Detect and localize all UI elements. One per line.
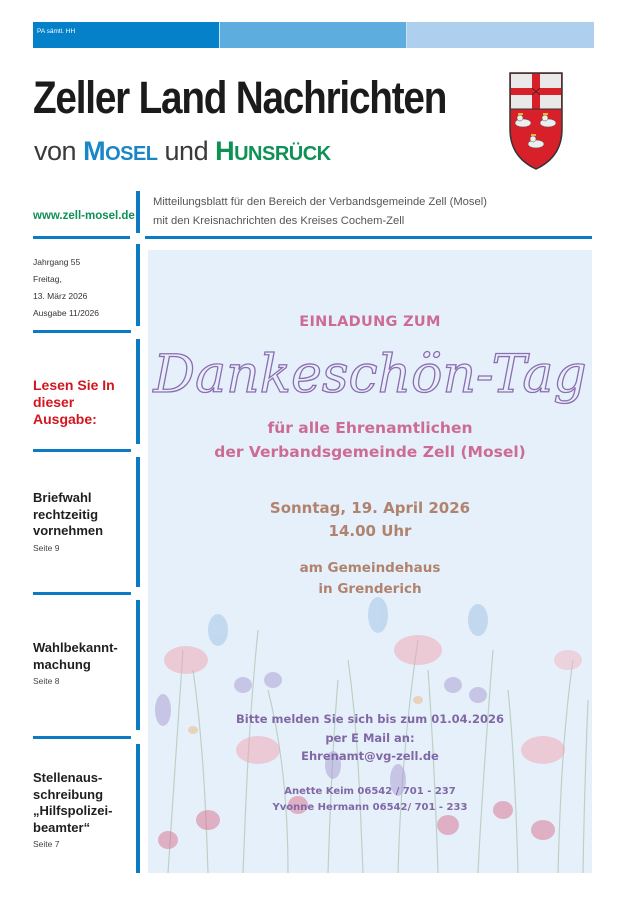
subtitle-hunsrueck: HUNSRÜCK (215, 136, 331, 166)
teaser-wahlbekanntmachung[interactable] (33, 640, 133, 686)
subtitle-mosel: MOSEL (83, 136, 158, 166)
teaser-page: Seite 9 (33, 542, 60, 553)
divider-vertical (136, 600, 140, 730)
divider-vertical (136, 191, 140, 233)
band-segment-dark (33, 22, 219, 48)
band-segment-light (406, 22, 594, 48)
subtitle-und: und (164, 136, 209, 166)
band-label: PA sämtl. HH (37, 28, 76, 35)
svg-text:Dankeschön-Tag: Dankeschön-Tag (153, 345, 587, 405)
issue-date: 13. März 2026 (33, 291, 88, 301)
audience-line-1: für alle Ehrenamtlichen (267, 419, 473, 437)
event-time: 14.00 Uhr (328, 522, 412, 540)
divider-horizontal (33, 736, 131, 739)
band-segment-mid (219, 22, 406, 48)
rsvp-line-2: per E Mail an: (325, 731, 415, 745)
issue-number: Ausgabe 11/2026 (33, 308, 100, 318)
contact-yvonne-hermann: Yvonne Hermann 06542/ 701 - 233 (272, 802, 468, 813)
divider-vertical (136, 457, 140, 587)
divider-horizontal (33, 236, 130, 239)
invitation-label: EINLADUNG ZUM (299, 314, 441, 330)
audience-line-2: der Verbandsgemeinde Zell (Mosel) (214, 443, 526, 461)
divider-vertical (136, 744, 140, 873)
issue-metadata (33, 254, 99, 322)
volume: Jahrgang 55 (33, 257, 81, 267)
teaser-stellenausschreibung[interactable] (33, 770, 133, 849)
teaser-page: Seite 8 (33, 676, 60, 686)
newspaper-subtitle (34, 136, 331, 167)
coat-of-arms-icon (508, 71, 564, 171)
rsvp-email[interactable]: Ehrenamt@vg-zell.de (301, 749, 439, 763)
teaser-title: Stellenaus- schreibung „Hilfspolizei- beamter“ (33, 770, 113, 835)
website-link[interactable]: www.zell-mosel.de (33, 210, 135, 222)
top-color-band (33, 22, 594, 48)
contact-anette-keim: Anette Keim 06542 / 701 - 237 (284, 786, 456, 797)
event-place-line-1: am Gemeindehaus (299, 560, 441, 576)
teaser-title: Wahlbekannt- machung (33, 640, 118, 672)
in-this-issue-heading: Lesen Sie In dieser Ausgabe: (33, 377, 115, 427)
divider-vertical (136, 244, 140, 326)
event-date: Sonntag, 19. April 2026 (269, 499, 471, 517)
divider-vertical (136, 339, 140, 444)
event-place-line-2: in Grenderich (318, 581, 422, 597)
weekday: Freitag, (33, 274, 62, 284)
newspaper-title: Zeller Land Nachrichten (33, 72, 447, 123)
event-poster (148, 250, 592, 873)
divider-horizontal (33, 330, 131, 333)
teaser-briefwahl[interactable] (33, 490, 133, 553)
rsvp-line-1: Bitte melden Sie sich bis zum 01.04.2026 (236, 712, 504, 726)
publication-description: Mitteilungsblatt für den Bereich der Verbandsgemeinde Zell (Mosel) mit den Kreisnachrichten des Kreises Cochem-Zell (153, 196, 487, 227)
divider-horizontal (33, 592, 131, 595)
divider-horizontal (145, 236, 592, 239)
teaser-page: Seite 7 (33, 839, 60, 849)
script-title-dankeschoen-tag (148, 330, 592, 420)
teaser-title: Briefwahl rechtzeitig vornehmen (33, 490, 104, 538)
divider-horizontal (33, 449, 131, 452)
subtitle-von: von (34, 136, 77, 166)
